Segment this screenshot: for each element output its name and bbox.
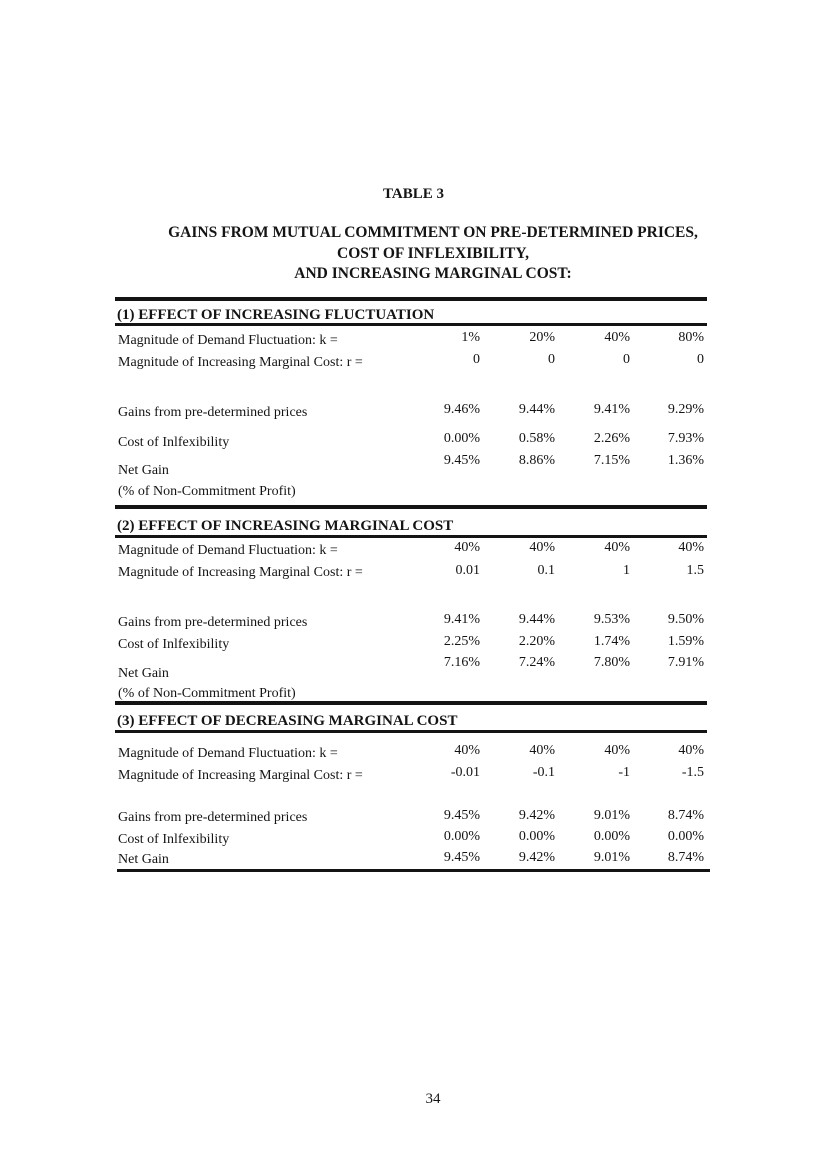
s2-marginal-cost-value: 0.1 — [537, 563, 555, 578]
s1-marginal-cost-value: 0 — [473, 352, 480, 367]
s2-cost-value: 2.20% — [518, 634, 555, 649]
s2-cost-label: Cost of Inlfexibility — [118, 637, 230, 652]
s3-demand-fluctuation-value: 40% — [604, 743, 630, 758]
section-1-top-rule — [115, 297, 707, 301]
s2-gains-value: 9.53% — [593, 612, 630, 627]
s2-demand-fluctuation-value: 40% — [678, 540, 704, 555]
s2-gains-value: 9.41% — [443, 612, 480, 627]
s1-gains-value: 9.44% — [518, 402, 555, 417]
s2-marginal-cost-value: 0.01 — [455, 563, 480, 578]
s3-gains-value: 9.42% — [518, 808, 555, 823]
s2-net-gain-value: 7.24% — [518, 655, 555, 670]
s1-marginal-cost-value: 0 — [697, 352, 704, 367]
s3-net-gain-value: 8.74% — [667, 850, 704, 865]
s2-net-gain-note: (% of Non-Commitment Profit) — [118, 686, 296, 701]
s2-demand-fluctuation-value: 40% — [454, 540, 480, 555]
s3-net-gain-label: Net Gain — [118, 852, 169, 867]
s3-gains-value: 9.45% — [443, 808, 480, 823]
s2-net-gain-value: 7.91% — [667, 655, 704, 670]
s3-gains-label: Gains from pre-determined prices — [118, 810, 308, 825]
s1-cost-value: 2.26% — [593, 431, 630, 446]
section-3-top-rule — [115, 701, 707, 705]
section-3-heading-rule — [115, 730, 707, 733]
s3-cost-value: 0.00% — [518, 829, 555, 844]
s3-demand-fluctuation-value: 40% — [529, 743, 555, 758]
s3-marginal-cost-value: -0.1 — [532, 765, 555, 780]
s3-cost-label: Cost of Inlfexibility — [118, 832, 230, 847]
s2-cost-value: 1.59% — [667, 634, 704, 649]
s1-demand-fluctuation-value: 80% — [678, 330, 704, 345]
page-number: 34 — [425, 1091, 441, 1107]
s2-marginal-cost-label: Magnitude of Increasing Marginal Cost: r = — [118, 565, 363, 580]
s1-gains-value: 9.29% — [667, 402, 704, 417]
s3-cost-value: 0.00% — [443, 829, 480, 844]
table-title-line-2: COST OF INFLEXIBILITY, — [337, 245, 529, 262]
s1-demand-fluctuation-value: 40% — [604, 330, 630, 345]
s1-gains-value: 9.41% — [593, 402, 630, 417]
s2-cost-value: 1.74% — [593, 634, 630, 649]
s1-cost-value: 0.00% — [443, 431, 480, 446]
s2-gains-label: Gains from pre-determined prices — [118, 615, 308, 630]
s1-cost-label: Cost of Inlfexibility — [118, 435, 230, 450]
s1-demand-fluctuation-value: 1% — [461, 330, 480, 345]
section-2-heading: (2) EFFECT OF INCREASING MARGINAL COST — [117, 518, 454, 534]
s1-net-gain-value: 1.36% — [667, 453, 704, 468]
section-3-heading: (3) EFFECT OF DECREASING MARGINAL COST — [117, 713, 458, 729]
s3-cost-value: 0.00% — [667, 829, 704, 844]
s2-demand-fluctuation-value: 40% — [529, 540, 555, 555]
section-2-top-rule — [115, 505, 707, 509]
section-2-heading-rule — [115, 535, 707, 538]
s3-demand-fluctuation-label: Magnitude of Demand Fluctuation: k = — [118, 746, 338, 761]
s1-marginal-cost-label: Magnitude of Increasing Marginal Cost: r = — [118, 355, 363, 370]
section-1-heading: (1) EFFECT OF INCREASING FLUCTUATION — [117, 307, 435, 323]
s3-gains-value: 8.74% — [667, 808, 704, 823]
s1-net-gain-value: 8.86% — [518, 453, 555, 468]
s3-demand-fluctuation-value: 40% — [678, 743, 704, 758]
s3-marginal-cost-value: -0.01 — [450, 765, 480, 780]
section-1-heading-rule — [115, 323, 707, 326]
s2-marginal-cost-value: 1 — [623, 563, 630, 578]
table-label: TABLE 3 — [383, 186, 444, 202]
s3-marginal-cost-value: -1.5 — [681, 765, 704, 780]
s2-cost-value: 2.25% — [443, 634, 480, 649]
s3-marginal-cost-label: Magnitude of Increasing Marginal Cost: r = — [118, 768, 363, 783]
table-bottom-rule — [117, 869, 710, 872]
s2-gains-value: 9.44% — [518, 612, 555, 627]
s2-gains-value: 9.50% — [667, 612, 704, 627]
s3-net-gain-value: 9.42% — [518, 850, 555, 865]
s1-gains-label: Gains from pre-determined prices — [118, 405, 308, 420]
s1-net-gain-value: 7.15% — [593, 453, 630, 468]
s1-net-gain-value: 9.45% — [443, 453, 480, 468]
table-title-line-3: AND INCREASING MARGINAL COST: — [294, 265, 572, 282]
s1-marginal-cost-value: 0 — [548, 352, 555, 367]
s2-net-gain-label: Net Gain — [118, 666, 169, 681]
s2-demand-fluctuation-value: 40% — [604, 540, 630, 555]
table-title-line-1: GAINS FROM MUTUAL COMMITMENT ON PRE-DETERMINED PRICES, — [168, 224, 698, 241]
s3-demand-fluctuation-value: 40% — [454, 743, 480, 758]
s1-gains-value: 9.46% — [443, 402, 480, 417]
s3-marginal-cost-value: -1 — [618, 765, 630, 780]
s3-cost-value: 0.00% — [593, 829, 630, 844]
s1-net-gain-note: (% of Non-Commitment Profit) — [118, 484, 296, 499]
s3-net-gain-value: 9.01% — [593, 850, 630, 865]
s1-demand-fluctuation-label: Magnitude of Demand Fluctuation: k = — [118, 333, 338, 348]
s1-cost-value: 7.93% — [667, 431, 704, 446]
s2-demand-fluctuation-label: Magnitude of Demand Fluctuation: k = — [118, 543, 338, 558]
s2-marginal-cost-value: 1.5 — [686, 563, 704, 578]
s2-net-gain-value: 7.80% — [593, 655, 630, 670]
s2-net-gain-value: 7.16% — [443, 655, 480, 670]
s3-gains-value: 9.01% — [593, 808, 630, 823]
s3-net-gain-value: 9.45% — [443, 850, 480, 865]
s1-marginal-cost-value: 0 — [623, 352, 630, 367]
s1-net-gain-label: Net Gain — [118, 463, 169, 478]
s1-cost-value: 0.58% — [518, 431, 555, 446]
s1-demand-fluctuation-value: 20% — [529, 330, 555, 345]
